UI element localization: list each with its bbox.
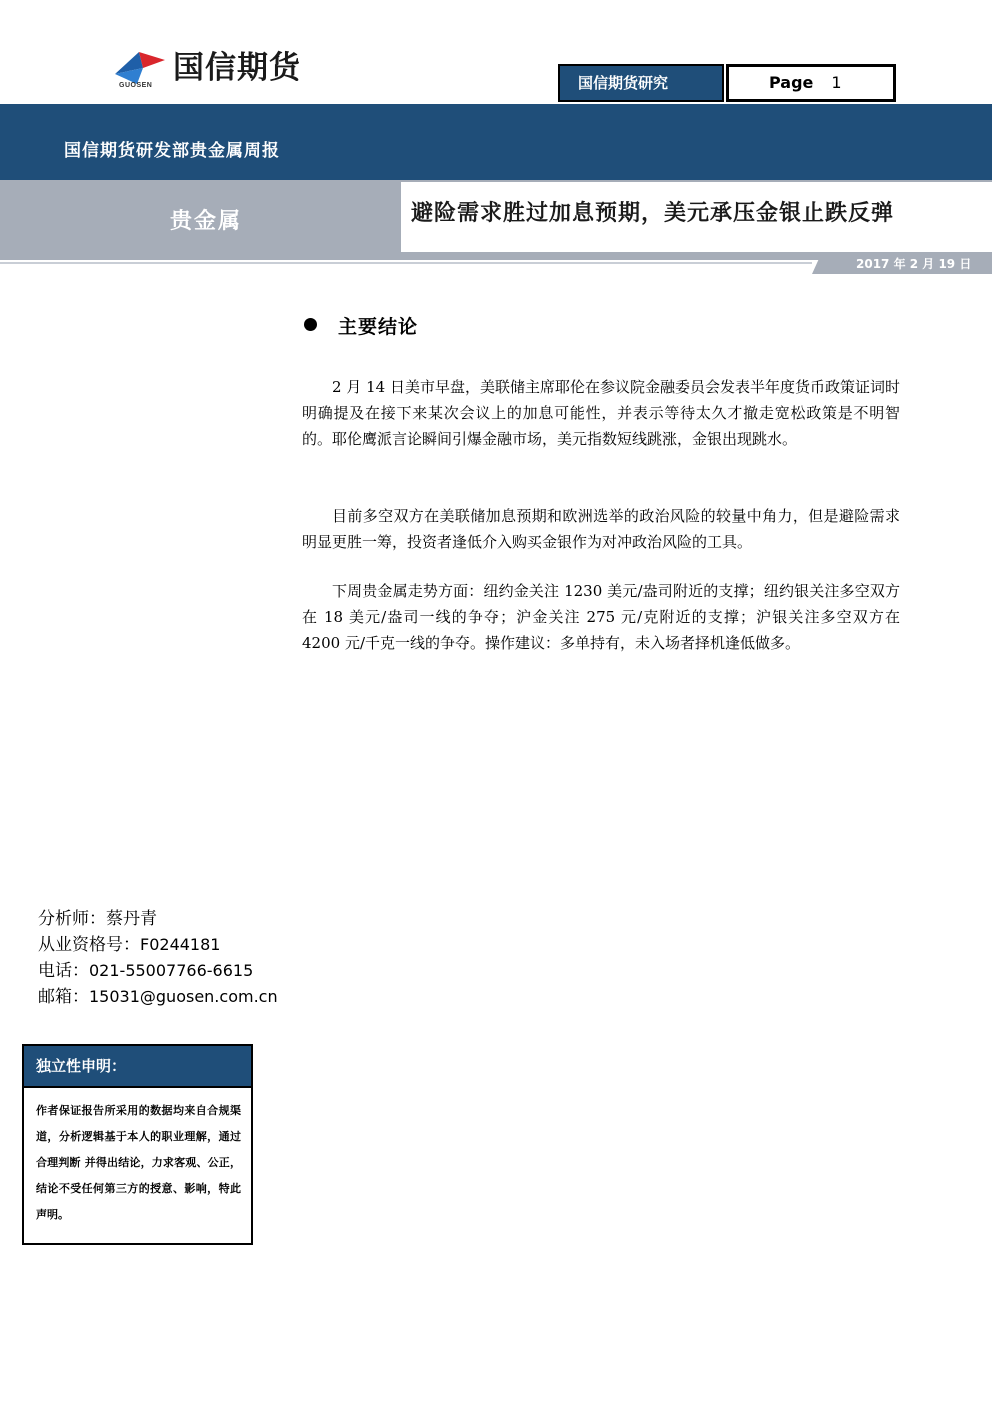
analyst-name-label: 分析师： (38, 909, 106, 929)
phone-label: 电话： (38, 961, 89, 981)
page-number: 1 (831, 73, 842, 92)
company-logo (113, 46, 343, 92)
research-label: 国信期货研究 (558, 64, 724, 102)
email-label: 邮箱： (38, 987, 89, 1007)
logo-text: 国信期货 (173, 50, 301, 86)
report-series-title: 国信期货研发部贵金属周报 (64, 141, 280, 161)
conclusion-heading: 主要结论 (338, 316, 419, 338)
report-title: 避险需求胜过加息预期，美元承压金银止跌反弹 (411, 201, 895, 226)
page-label: Page (769, 73, 814, 92)
analyst-name-line (38, 906, 157, 932)
disclaimer-title: 独立性申明： (24, 1046, 251, 1088)
phone-number: 021-55007766-6615 (89, 961, 254, 980)
conclusion-paragraph: 下周贵金属走势方面：纽约金关注 1230 美元/盎司附近的支撑；纽约银关注多空双方在 18 美元/盎司一线的争夺；沪金关注 275 元/克附近的支撑；沪银关注多空双方在 4200 元/千克一线的争夺。操作建议：多单持有，未入场者择机逢低做多。 (302, 582, 900, 652)
disclaimer-text: 作者保证报告所采用的数据均来自合规渠道，分析逻辑基于本人的职业理解，通过合理判断 并得出结论，力求客观、公正，结论不受任何第三方的授意、影响，特此声明。 (36, 1104, 241, 1221)
cert-label: 从业资格号： (38, 935, 140, 955)
bullet-icon (304, 318, 317, 331)
page-indicator (726, 64, 896, 102)
section-category: 贵金属 (170, 209, 243, 234)
analyst-phone-line (38, 958, 253, 984)
analyst-email-line (38, 984, 278, 1010)
email-address[interactable]: 15031@guosen.com.cn (89, 987, 278, 1006)
conclusion-paragraph: 2 月 14 日美市早盘，美联储主席耶伦在参议院金融委员会发表半年度货币政策证词时明确提及在接下来某次会议上的加息可能性，并表示等待太久才撤走宽松政策是不明智的。耶伦鹰派言论瞬间引爆金融市场，美元指数短线跳涨，金银出现跳水。 (302, 378, 900, 448)
cert-number: F0244181 (140, 935, 221, 954)
conclusion-paragraph: 目前多空双方在美联储加息预期和欧洲选举的政治风险的较量中角力，但是避险需求明显更胜一筹，投资者逢低介入购买金银作为对冲政治风险的工具。 (302, 507, 900, 551)
divider (0, 262, 812, 264)
analyst-cert-line (38, 932, 220, 958)
analyst-name: 蔡丹青 (106, 909, 157, 929)
disclaimer-box (22, 1044, 253, 1245)
report-date: 2017 年 2 月 19 日 (856, 257, 972, 271)
logo-english-text: GUOSEN (119, 82, 153, 89)
